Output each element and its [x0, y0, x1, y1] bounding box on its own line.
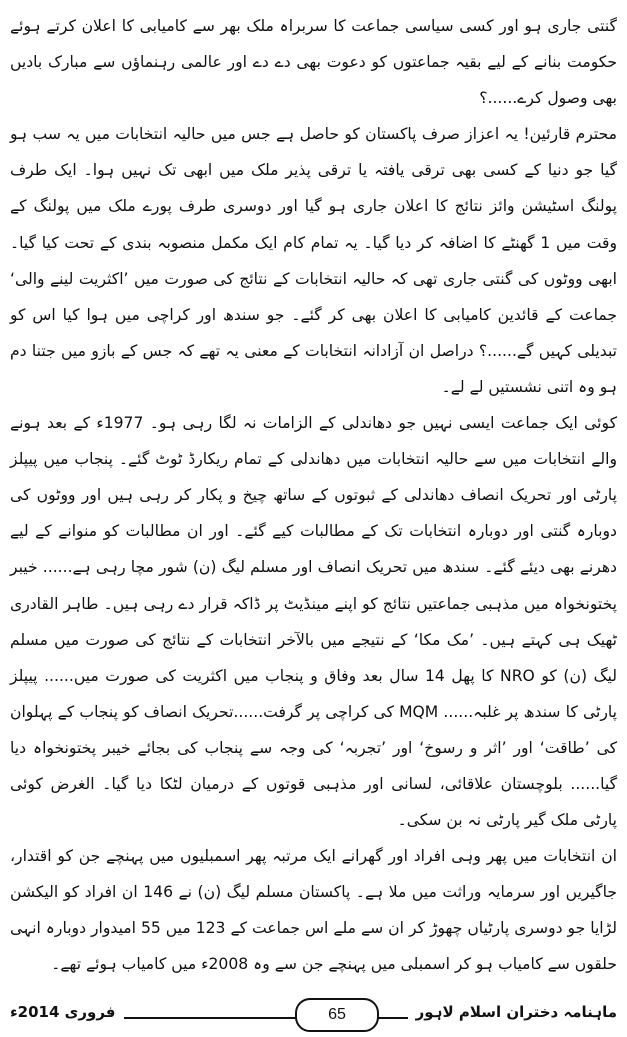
magazine-title: ماہنامہ دختران اسلام لاہور [408, 1003, 617, 1021]
article-body [10, 8, 617, 983]
page-number-badge: 65 [295, 998, 379, 1032]
paragraph-1: گنتی جاری ہو اور کسی سیاسی جماعت کا سربراہ ملک بھر سے کامیابی کا اعلان کرتے ہوئے حکومت بنانے کے لیے بقیہ جماعتوں کو دعوت بھی دے دے اور عالمی رہنماؤں سے مبارک بادیں بھی وصول کرے......؟ [10, 17, 617, 108]
page-footer [10, 995, 617, 1031]
paragraph-2: محترم قارئین! یہ اعزاز صرف پاکستان کو حاصل ہے جس میں حالیہ انتخابات میں یہ سب ہو گیا جو دنیا کے کسی بھی ترقی یافتہ یا ترقی پذیر ملک میں ابھی تک نہیں ہوا۔ ایک طرف پولنگ اسٹیشن وائز نتائج کا اعلان جاری ہو گیا اور دوسری طرف پورے ملک میں پولنگ کے وقت میں 1 گھنٹے کا اضافہ کر دیا گیا۔ یہ تمام کام ایک مکمل منصوبہ بندی کے تحت کیا گیا۔ ابھی ووٹوں کی گنتی جاری تھی کہ حالیہ انتخابات کے نتائج کی صورت میں ’اکثریت لینے والی‘ جماعت کے قائدین کامیابی کا اعلان بھی کر گئے۔ جو سندھ اور کراچی میں ہوا کیا اس کو تبدیلی کہیں گے......؟ دراصل ان آزادانہ انتخابات کے معنی یہ تھے کہ جس کے بازو میں جتنا دم ہو وہ اتنی نشستیں لے لے۔ [10, 125, 617, 396]
issue-date: فروری 2014ء [10, 1003, 124, 1021]
paragraph-3: کوئی ایک جماعت ایسی نہیں جو دھاندلی کے الزامات نہ لگا رہی ہو۔ 1977ء کے بعد ہونے والے انتخابات میں سے حالیہ انتخابات میں دھاندلی کے تمام ریکارڈ ٹوٹ گئے۔ پنجاب میں پیپلز پارٹی اور تحریک انصاف دھاندلی کے ثبوتوں کے ساتھ چیخ و پکار کر رہی ہیں اور ووٹوں کی دوبارہ گنتی اور دوبارہ انتخابات تک کے مطالبات کیے گئے۔ اور ان مطالبات کو منوانے کے لیے دھرنے بھی دیئے گئے۔ سندھ میں تحریک انصاف اور مسلم لیگ (ن) شور مچا رہی ہے...... خیبر پختونخواہ میں مذہبی جماعتیں نتائج کو اپنے مینڈیٹ پر ڈاکہ قرار دے رہی ہیں۔ طاہر القادری ٹھیک ہی کہتے ہیں۔ ’مک مکا‘ کے نتیجے میں بالآخر انتخابات کے نتائج کی صورت میں مسلم لیگ (ن) کو NRO کا پھل 14 سال بعد وفاق و پنجاب میں اکثریت کی صورت میں...... پیپلز پارٹی کا سندھ پر غلبہ...... MQM کی کراچی پر گرفت......تحریک انصاف کو پنجاب کے پہلوان کی ’طاقت‘ اور ’اثر و رسوخ‘ اور ’تجربہ‘ کی وجہ سے پنجاب کی بجائے خیبر پختونخواہ دیا گیا...... بلوچستان علاقائی، لسانی اور مذہبی قوتوں کے درمیان لٹکا دیا گیا۔ الغرض کوئی پارٹی ملک گیر پارٹی نہ بن سکی۔ [10, 414, 618, 830]
paragraph-4: ان انتخابات میں پھر وہی افراد اور گھرانے ایک مرتبہ پھر اسمبلیوں میں پہنچے جن کو اقتدار، جاگیریں اور سرمایہ وراثت میں ملا ہے۔ پاکستان مسلم لیگ (ن) نے 146 ان افراد کو الیکشن لڑایا جو دوسری پارٹیاں چھوڑ کر ان سے ملے اس جماعت کے 123 میں 55 امیدوار دوبارہ انہی حلقوں سے کامیاب ہو کر اسمبلی میں پہنچے جن سے وہ 2008ء میں کامیاب ہوئے تھے۔ [10, 847, 617, 974]
